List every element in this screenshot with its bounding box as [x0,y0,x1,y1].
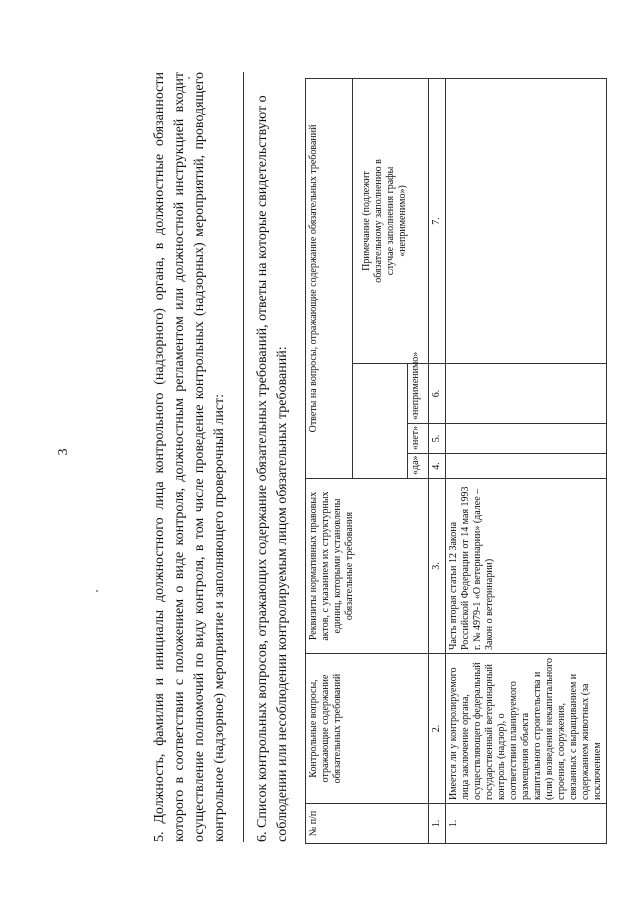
row-answer-na [446,364,607,424]
row-note [446,78,607,363]
section-6-paragraph: 6. Список контрольных вопросов, отражающих содержание обязательных требований, ответы на которые свидетельствуют о соблюдении или несоблюдении контролируемым лицом обязательных требований: [255,95,290,842]
header-num: № п/п [306,804,429,844]
numbering-cell: 4. [429,454,446,479]
signature-line [243,72,244,842]
numbering-row [429,78,446,843]
table-header-row [306,78,353,843]
numbering-cell: 3. [429,479,446,654]
row-legal-ref: Часть вторая статьи 12 Закона Российской Федерации от 14 мая 1993 г. № 4979-1 «О ветеринарии» (далее – Закон о ветеринарии) [446,479,607,654]
header-legal-ref: Реквизиты нормативных правовых актов, с указанием их структурных единиц, которыми установлены обязательные требования [306,479,429,654]
numbering-cell: 5. [429,424,446,454]
numbering-cell: 1. [429,804,446,844]
numbering-cell: 7. [429,78,446,363]
header-no: «нет» [408,424,429,454]
section-5-paragraph: 5. Должность, фамилия и инициалы должностного лица контрольного (надзорного) органа, в должностные обязанности которого в соответствии с положением о виде контроля, должностным регламентом или должностной инструкцией входит осуществление полномочий по виду контроля, в том числе проведение контрольных (надзорных) мероприятий, проводящего контрольное (надзорное) мероприятие и заполняющего проверочный лист: [152,72,227,842]
numbering-cell: 2. [429,654,446,804]
table-row [446,78,607,843]
header-yes: «да» [408,454,429,479]
row-answer-yes [446,454,607,479]
row-num: 1. [446,804,607,844]
header-note: Примечание (подлежит обязательному заполнению в случае заполнения графы «неприменимо») [353,78,429,363]
header-na: «неприменимо» [408,364,429,424]
header-empty-cell [353,364,408,479]
row-answer-no [446,424,607,454]
page-number: 3 [56,448,71,456]
numbering-cell: 6. [429,364,446,424]
header-question: Контрольные вопросы, отражающие содержание обязательных требований [306,654,429,804]
row-question: Имеется ли у контролируемого лица заключение органа, осуществляющего федеральный государственный ветеринарный контроль (надзор), о соответствии планируемого размещения объекта капитального строительства и (или) возведения некапитального строения, сооружения, связанных с выращиванием и содержанием животных (за исключением [446,654,607,804]
header-answers-group: Ответы на вопросы, отражающие содержание обязательных требований [306,78,353,478]
checklist-table [305,78,607,844]
rotated-content [50,42,603,862]
